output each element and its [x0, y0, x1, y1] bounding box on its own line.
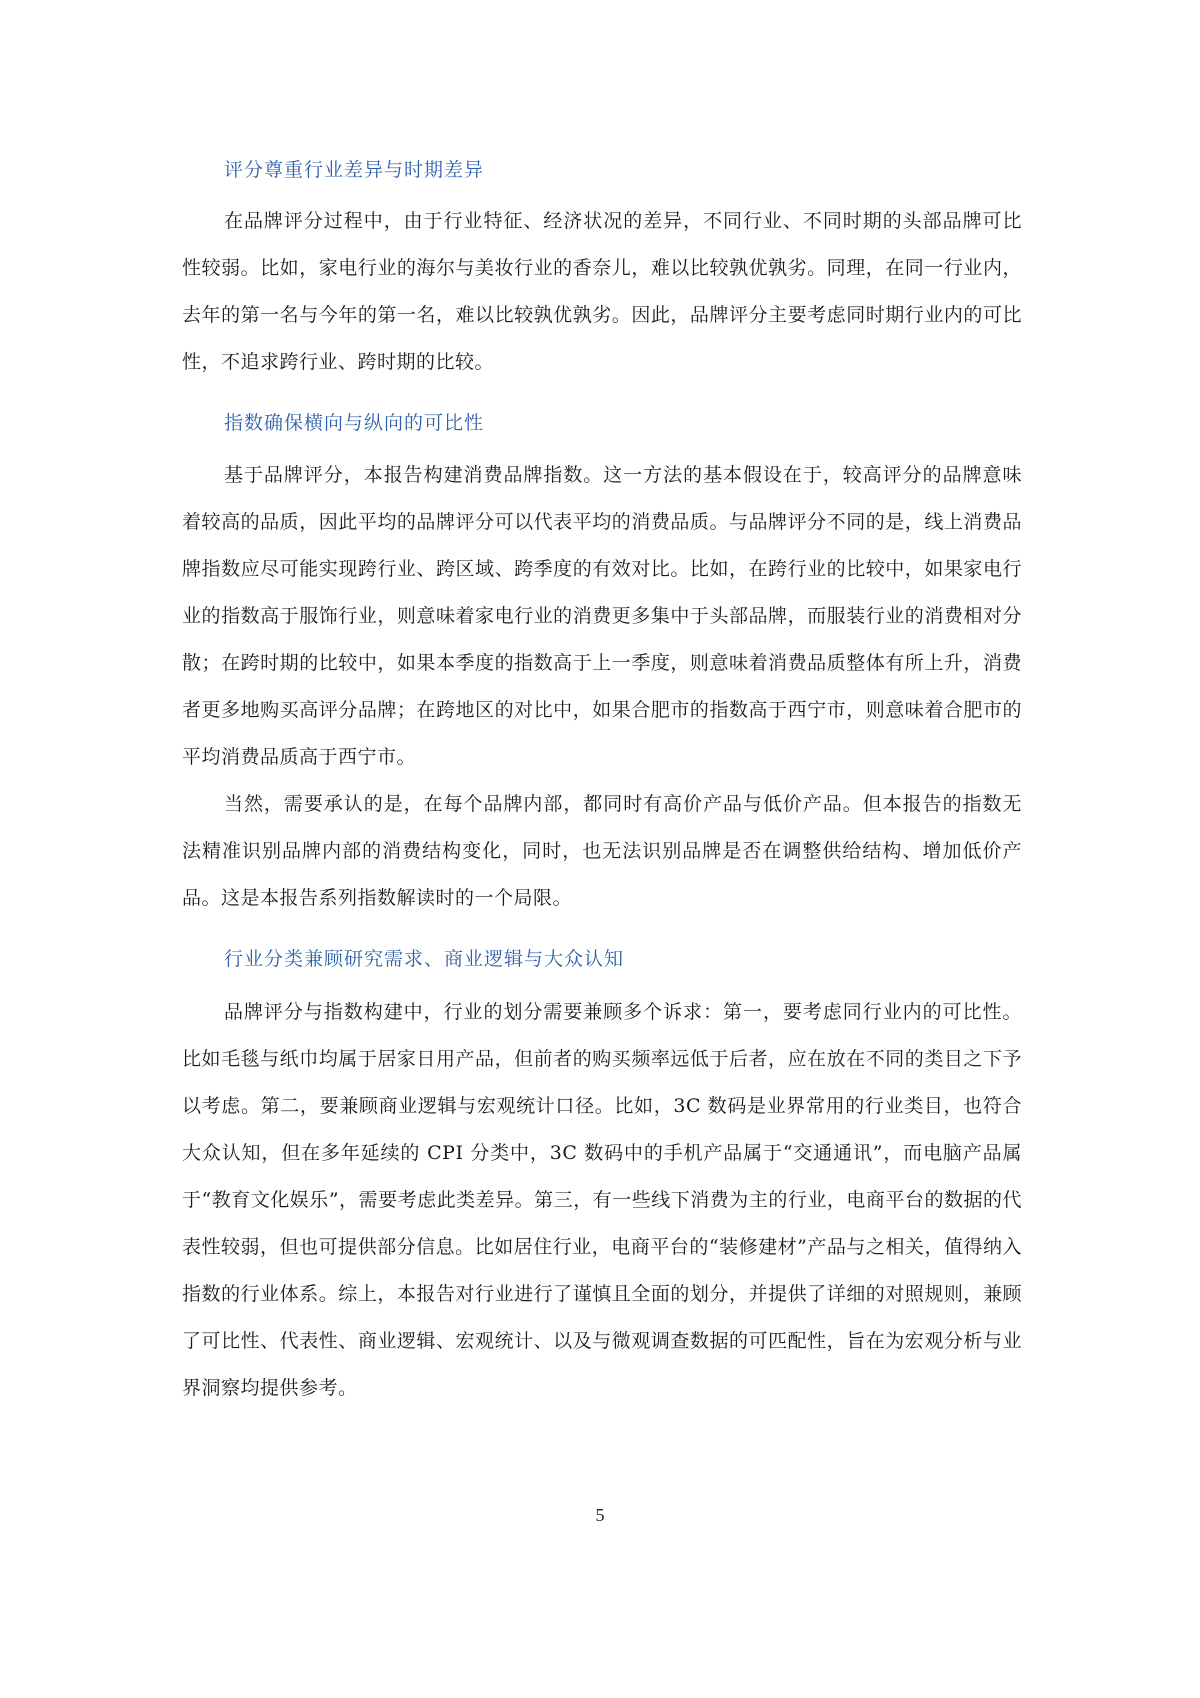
- section-heading-comparability: 指数确保横向与纵向的可比性: [224, 412, 485, 434]
- section-paragraph: 基于品牌评分，本报告构建消费品牌指数。这一方法的基本假设在于，较高评分的品牌意味着较高的品质，因此平均的品牌评分可以代表平均的消费品质。与品牌评分不同的是，线上消费品牌指数应尽可能实现跨行业、跨区域、跨季度的有效对比。比如，在跨行业的比较中，如果家电行业的指数高于服饰行业，则意味着家电行业的消费更多集中于头部品牌，而服装行业的消费相对分散；在跨时期的比较中，如果本季度的指数高于上一季度，则意味着消费品质整体有所上升，消费者更多地购买高评分品牌；在跨地区的对比中，如果合肥市的指数高于西宁市，则意味着合肥市的平均消费品质高于西宁市。: [182, 464, 1022, 768]
- document-page: [182, 150, 1022, 1412]
- section-heading-industry-classification: 行业分类兼顾研究需求、商业逻辑与大众认知: [224, 948, 625, 970]
- section-heading-industry-period: 评分尊重行业差异与时期差异: [224, 159, 485, 181]
- section-paragraph: 在品牌评分过程中，由于行业特征、经济状况的差异，不同行业、不同时期的头部品牌可比性较弱。比如，家电行业的海尔与美妆行业的香奈儿，难以比较孰优孰劣。同理，在同一行业内，去年的第一名与今年的第一名，难以比较孰优孰劣。因此，品牌评分主要考虑同时期行业内的可比性，不追求跨行业、跨时期的比较。: [182, 210, 1022, 373]
- page-number: 5: [595, 1505, 605, 1525]
- section-paragraph: 品牌评分与指数构建中，行业的划分需要兼顾多个诉求：第一，要考虑同行业内的可比性。比如毛毯与纸巾均属于居家日用产品，但前者的购买频率远低于后者，应在放在不同的类目之下予以考虑。第二，要兼顾商业逻辑与宏观统计口径。比如，3C 数码是业界常用的行业类目，也符合大众认知，但在多年延续的 CPI 分类中，3C 数码中的手机产品属于“交通通讯”，而电脑产品属于“教育文化娱乐”，需要考虑此类差异。第三，有一些线下消费为主的行业，电商平台的数据的代表性较弱，但也可提供部分信息。比如居住行业，电商平台的“装修建材”产品与之相关，值得纳入指数的行业体系。综上，本报告对行业进行了谨慎且全面的划分，并提供了详细的对照规则，兼顾了可比性、代表性、商业逻辑、宏观统计、以及与微观调查数据的可匹配性，旨在为宏观分析与业界洞察均提供参考。: [182, 1001, 1022, 1399]
- section-paragraph: 当然，需要承认的是，在每个品牌内部，都同时有高价产品与低价产品。但本报告的指数无法精准识别品牌内部的消费结构变化，同时，也无法识别品牌是否在调整供给结构、增加低价产品。这是本报告系列指数解读时的一个局限。: [182, 793, 1022, 909]
